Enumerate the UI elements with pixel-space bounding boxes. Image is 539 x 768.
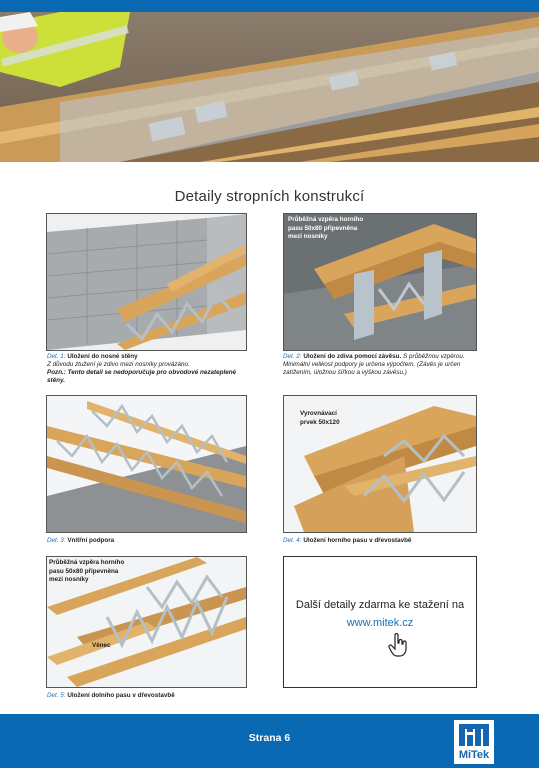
hand-pointer-icon xyxy=(388,633,408,662)
figure-det-3-caption xyxy=(47,537,252,545)
caption-title: Vnitřní podpora xyxy=(67,537,115,544)
figure-det-4-overlay xyxy=(300,410,340,427)
overlay-line: Průběžná vzpěra horního xyxy=(288,216,364,223)
det-label: Det. 4: xyxy=(283,537,302,544)
hero-photo xyxy=(0,12,539,162)
caption-title: Uložení horního pasu v dřevostavbě xyxy=(303,537,412,544)
footer-bar xyxy=(0,714,539,768)
det-label: Det. 5: xyxy=(47,692,66,699)
page-title: Detaily stropních konstrukcí xyxy=(174,188,365,205)
figure-det-1-image xyxy=(46,213,247,351)
overlay-line: Průběžná vzpěra horního xyxy=(49,559,125,566)
promo-link[interactable]: www.mitek.cz xyxy=(346,617,414,629)
overlay-line: mezi nosníky xyxy=(288,233,328,240)
figure-det-5-image xyxy=(46,556,247,688)
det-label: Det. 1: xyxy=(47,353,66,360)
caption-title: Uložení do nosné stěny xyxy=(67,353,138,360)
caption-title: Uložení dolního pasu v dřevostavbě xyxy=(67,692,175,699)
caption-title: Uložení do zdiva pomocí závěsu. xyxy=(303,353,402,360)
det-label: Det. 3: xyxy=(47,537,66,544)
caption-note: Z důvodu ztužení je zdivo mezi nosníky provázáno. xyxy=(47,361,190,368)
overlay-line: pasu 50x80 připevněna xyxy=(288,224,358,232)
figure-det-2-overlay xyxy=(288,216,363,242)
figure-det-5-overlay xyxy=(49,559,124,585)
overlay-line: pasu 50x80 připevněna xyxy=(49,567,119,575)
promo-text: Další detaily zdarma ke stažení na xyxy=(295,599,465,611)
figure-det-2-caption xyxy=(283,353,479,377)
logo-text: MiTek xyxy=(458,749,490,761)
page-number: Strana 6 xyxy=(248,732,291,744)
promo-box xyxy=(283,556,477,688)
caption-poz: Pozn.: Tento detail se nedoporučuje pro obvodové nezateplené stěny. xyxy=(47,369,237,384)
overlay-line: prvek 50x120 xyxy=(300,418,340,426)
overlay-line: mezi nosníky xyxy=(49,576,89,583)
overlay-line: Vyrovnávací xyxy=(300,410,337,417)
figure-det-4-image xyxy=(283,395,477,533)
caption-note: S průběžnou vzpěrou. Minimální velikost podpory je určena výpočtem. (Závěs je určen zatížením, úložnou šířkou a výškou závěsu.) xyxy=(283,353,465,376)
det-label: Det. 2: xyxy=(283,353,302,360)
figure-det-2-image xyxy=(283,213,477,351)
figure-det-1-caption xyxy=(47,353,252,385)
mitek-logo xyxy=(454,720,494,764)
figure-det-5-caption xyxy=(47,692,252,700)
top-bar xyxy=(0,0,539,12)
figure-det-3-image xyxy=(46,395,247,533)
figure-det-5-venec-label: Věnec xyxy=(92,642,111,649)
figure-det-4-caption xyxy=(283,537,479,545)
